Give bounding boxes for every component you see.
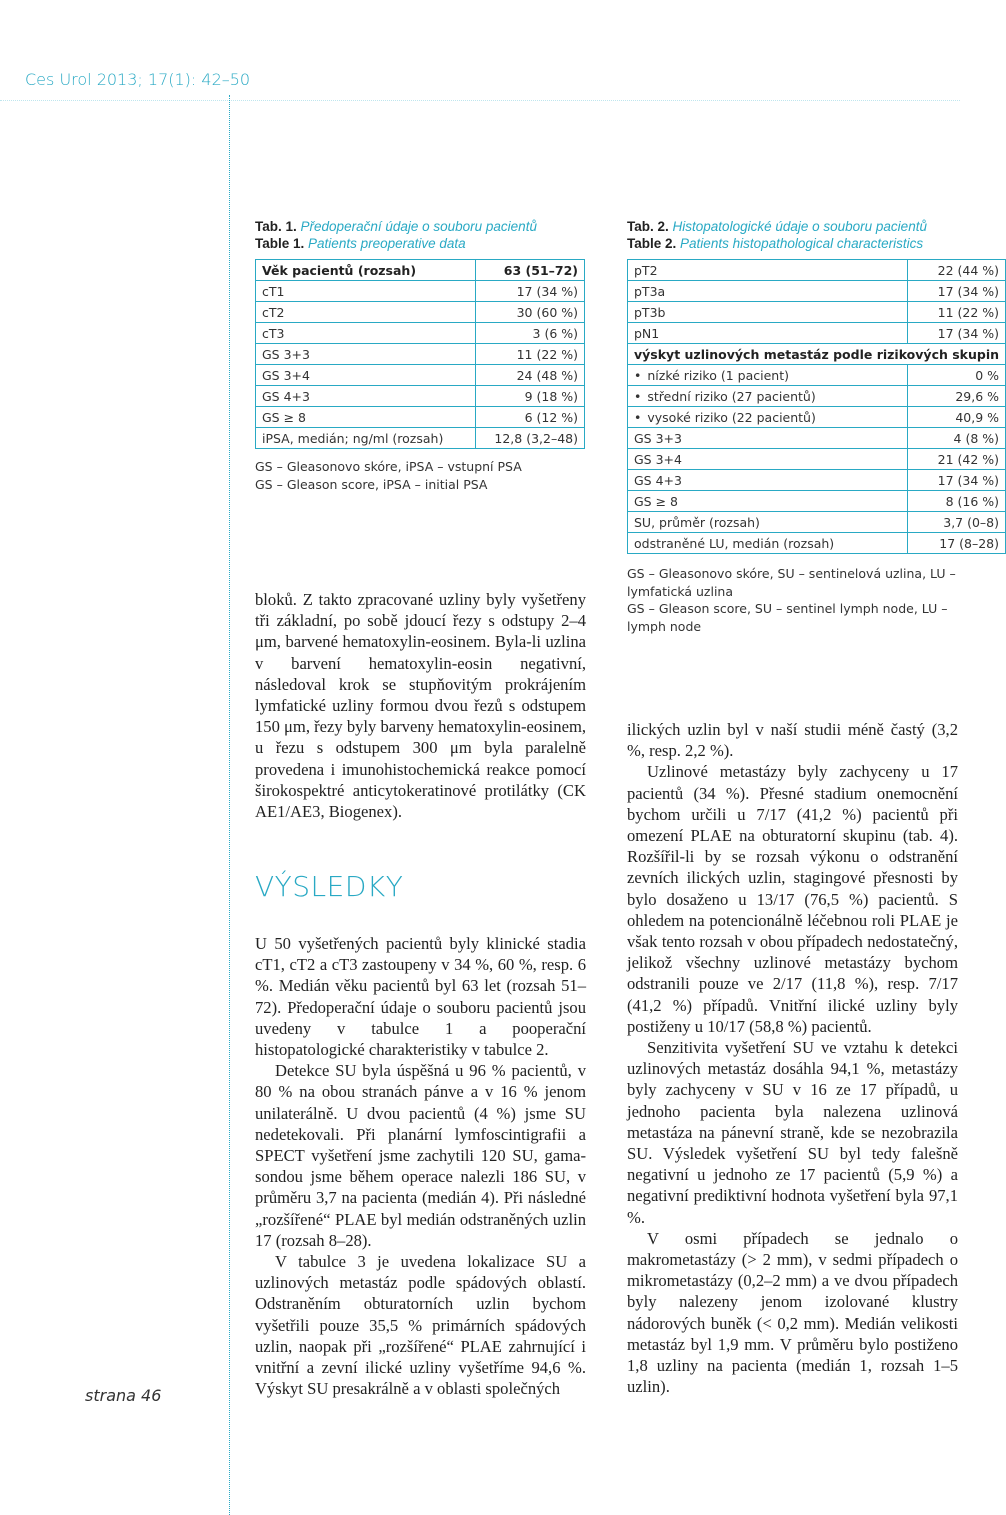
row-label: GS 3+4	[256, 365, 476, 386]
row-value: 6 (12 %)	[475, 407, 584, 428]
row-label: • střední riziko (27 pacientů)	[628, 386, 908, 407]
row-label: cT1	[256, 281, 476, 302]
table-row	[256, 407, 585, 428]
row-label: GS ≥ 8	[628, 491, 908, 512]
section-heading: VÝSLEDKY	[255, 870, 404, 903]
row-label: pT3b	[628, 302, 908, 323]
table2-note-cz: GS – Gleasonovo skóre, SU – sentinelová uzlina, LU – lymfatická uzlina	[627, 566, 956, 599]
table-row	[628, 428, 1006, 449]
row-value: 4 (8 %)	[908, 428, 1006, 449]
table-row	[628, 491, 1006, 512]
row-value: 17 (34 %)	[475, 281, 584, 302]
table-row	[256, 365, 585, 386]
row-value: 22 (44 %)	[908, 260, 1006, 281]
row-value: 30 (60 %)	[475, 302, 584, 323]
row-value: 21 (42 %)	[908, 449, 1006, 470]
row-label: iPSA, medián; ng/ml (rozsah)	[256, 428, 476, 449]
row-value: 24 (48 %)	[475, 365, 584, 386]
table-row	[256, 428, 585, 449]
table2-caption	[627, 218, 927, 252]
table1-note-cz: GS – Gleasonovo skóre, iPSA – vstupní PSA	[255, 459, 522, 474]
row-value: 17 (8–28)	[908, 533, 1006, 554]
row-value: 11 (22 %)	[475, 344, 584, 365]
table2-num-en: Table 2.	[627, 236, 677, 251]
table1	[255, 259, 585, 449]
table2-note	[627, 565, 957, 635]
table2-title-cz: Histopatologické údaje o souboru pacientů	[672, 219, 927, 234]
table2	[627, 259, 1006, 554]
paragraph: Senzitivita vyšetření SU ve vztahu k detekci uzlinových metastáz dosáhla 94,1 %, metastázy byly zachyceny v SU v 16 ze 17 případů, u jednoho pacienta byla nalezena uzlinová metastáza na pánevní straně, kde se nezobrazila SU. Výsledek vyšetření SU byl tedy falešně negativní u jednoho ze 17 pacientů (5,9 %) a negativní prediktivní hodnota vyšetření byla 97,1 %.	[627, 1038, 958, 1227]
row-value: 17 (34 %)	[908, 323, 1006, 344]
table2-title-en: Patients histopathological characteristics	[680, 236, 924, 251]
row-value: 0 %	[908, 365, 1006, 386]
row-label: GS 3+3	[256, 344, 476, 365]
table-row	[628, 365, 1006, 386]
row-value: 17 (34 %)	[908, 281, 1006, 302]
row-label: GS 4+3	[628, 470, 908, 491]
row-value: 29,6 %	[908, 386, 1006, 407]
paragraph: bloků. Z takto zpracované uzliny byly vyšetřeny tři základní, po sobě jdoucí řezy s odstupy 2–4 μm, barvené hematoxylin-eosinem. Byla-li uzlina v barvení hematoxylin-eosin negativní, následoval krok se stupňovitým prokrájením lymfatické uzliny formou dvou řezů s odstupem 150 μm, řezy byly barveny hematoxylin-eosinem, u řezu s odstupem 300 μm byla paralelně provedena i imunohistochemická reakce pomocí širokospektré anticytokeratinové protilátky (CK AE1/AE3, Biogenex).	[255, 590, 587, 822]
journal-citation: Ces Urol 2013; 17(1): 42–50	[25, 70, 251, 89]
row-label: cT3	[256, 323, 476, 344]
table2-num-cz: Tab. 2.	[627, 219, 669, 234]
row-label: • vysoké riziko (22 pacientů)	[628, 407, 908, 428]
table-row	[628, 470, 1006, 491]
table-row	[628, 302, 1006, 323]
left-column-bottom	[255, 933, 586, 1399]
column-divider	[229, 95, 230, 1515]
row-label: odstraněné LU, medián (rozsah)	[628, 533, 908, 554]
table1-note-en: GS – Gleason score, iPSA – initial PSA	[255, 476, 488, 492]
row-label: cT2	[256, 302, 476, 323]
row-label: • nízké riziko (1 pacient)	[628, 365, 908, 386]
paragraph: ilických uzlin byl v naší studii méně častý (3,2 %, resp. 2,2 %).	[627, 720, 958, 761]
row-label: pT2	[628, 260, 908, 281]
row-label: SU, průměr (rozsah)	[628, 512, 908, 533]
paragraph: Uzlinové metastázy byly zachyceny u 17 pacientů (34 %). Přesné stadium onemocnění bychom určili u 7/17 (41,2 %) pacientů při omezení PLAE na obturatorní skupinu (tab. 4). Rozšířil-li by se rozsah výkonu o odstranění zevních ilických uzlin, stagingové přesnosti by bylo dosaženo u 13/17 (76,5 %) pacientů. S ohledem na potencionálně léčebnou roli PLAE je však tento rozsah v obou případech nedostatečný, jelikož všechny uzlinové metastázy bychom odstranili pouze ve 2/17 (11,8 %), resp. 7/17 (41,2 %) případů. Vnitřní ilické uzliny byly postiženy u 10/17 (58,8 %) pacientů.	[627, 762, 958, 1036]
row-label: pN1	[628, 323, 908, 344]
top-divider	[0, 100, 960, 101]
row-value: 17 (34 %)	[908, 470, 1006, 491]
paragraph: U 50 vyšetřených pacientů byly klinické stadia cT1, cT2 a cT3 zastoupeny v 34 %, 60 %, resp. 6 %. Medián věku pacientů byl 63 let (rozsah 51–72). Předoperační údaje o souboru pacientů jsou uvedeny v tabulce 1 a pooperační histopatologické charakteristiky v tabulce 2.	[255, 934, 586, 1060]
table-row	[628, 449, 1006, 470]
table-row	[628, 260, 1006, 281]
row-label: GS ≥ 8	[256, 407, 476, 428]
table-row	[256, 344, 585, 365]
paragraph: V tabulce 3 je uvedena lokalizace SU a uzlinových metastáz podle spádových oblastí. Odstraněním obturatorních uzlin bychom vyšetřili pouze 35,5 % primárních spádových uzlin, naopak při „rozšířené“ PLAE zahrnující i vnitřní a zevní ilické uzliny vyšetříme 94,6 %. Výskyt SU presakrálně a v oblasti společných	[255, 1252, 586, 1399]
row-value: 8 (16 %)	[908, 491, 1006, 512]
table-row	[256, 323, 585, 344]
row-value: 3 (6 %)	[475, 323, 584, 344]
page-number: strana 46	[85, 1386, 162, 1405]
table-row	[256, 386, 585, 407]
table-row	[628, 281, 1006, 302]
row-label: Věk pacientů (rozsah)	[256, 260, 476, 281]
left-column-top	[255, 589, 586, 822]
table1-num-en: Table 1.	[255, 236, 305, 251]
table1-title-cz: Předoperační údaje o souboru pacientů	[300, 219, 537, 234]
paragraph: Detekce SU byla úspěšná u 96 % pacientů, v 80 % na obou stranách pánve a v 16 % jenom unilaterálně. U dvou pacientů (4 %) jsme SU nedetekovali. Při planární lymfoscintigrafii a SPECT vyšetření jsme zachytili 120 SU, gama-sondou jsme během operace nalezli 186 SU, v průměru 3,7 na pacienta (medián 4). Při následné „rozšířené“ PLAE byl medián odstraněných uzlin 17 (rozsah 8–28).	[255, 1061, 586, 1250]
row-value: 40,9 %	[908, 407, 1006, 428]
table-row	[628, 323, 1006, 344]
table1-caption	[255, 218, 537, 252]
table1-num-cz: Tab. 1.	[255, 219, 297, 234]
row-label: GS 4+3	[256, 386, 476, 407]
table-row	[256, 260, 585, 281]
row-value: 11 (22 %)	[908, 302, 1006, 323]
row-value: 9 (18 %)	[475, 386, 584, 407]
row-label: GS 3+3	[628, 428, 908, 449]
row-label: pT3a	[628, 281, 908, 302]
row-value: 12,8 (3,2–48)	[475, 428, 584, 449]
table-row	[628, 407, 1006, 428]
table1-title-en: Patients preoperative data	[308, 236, 466, 251]
row-value: 3,7 (0–8)	[908, 512, 1006, 533]
table2-note-en: GS – Gleason score, SU – sentinel lymph node, LU – lymph node	[627, 601, 948, 634]
table-row	[628, 533, 1006, 554]
table1-note	[255, 458, 522, 493]
table-row	[628, 386, 1006, 407]
paragraph: V osmi případech se jednalo o makrometastázy (> 2 mm), v sedmi případech o mikrometastázy (0,2–2 mm) a ve dvou případech byly nalezeny jenom izolované klustry nádorových buněk (< 0,2 mm). Medián velikosti metastáz byl 1,9 mm. V průměru bylo postiženo 1,8 uzliny na pacienta (medián 1, rozsah 1–5 uzlin).	[627, 1228, 958, 1397]
right-column	[627, 719, 958, 1398]
table-row	[256, 302, 585, 323]
row-label: GS 3+4	[628, 449, 908, 470]
table-row	[628, 344, 1006, 365]
row-value: 63 (51–72)	[475, 260, 584, 281]
table-subheader: výskyt uzlinových metastáz podle rizikových skupin	[628, 344, 1006, 365]
table-row	[256, 281, 585, 302]
table-row	[628, 512, 1006, 533]
